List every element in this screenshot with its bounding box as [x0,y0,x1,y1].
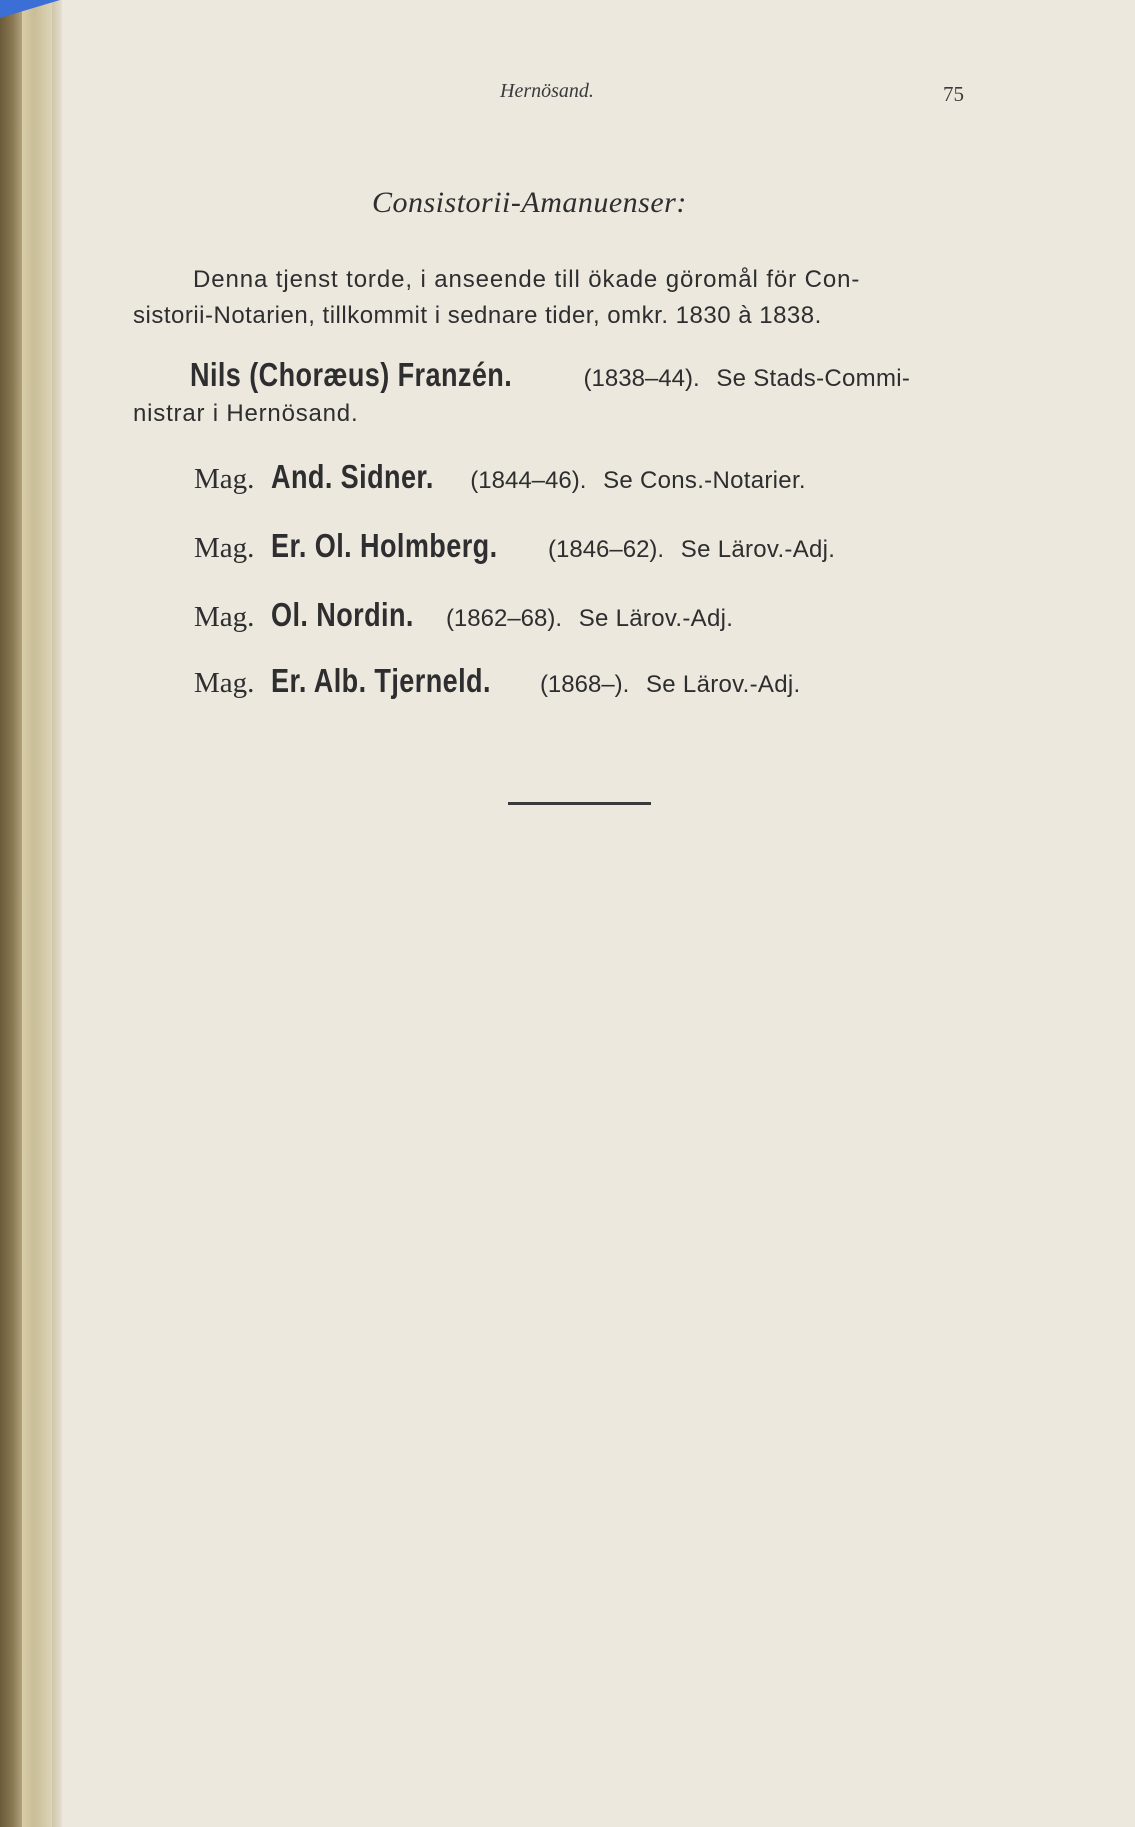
section-end-rule [508,802,651,805]
entry-prefix: Mag. [194,601,255,633]
section-title: Consistorii-Amanuenser: [372,186,687,219]
entry-reference: Se Stads-Commi- [716,365,911,392]
book-gutter [52,0,62,1827]
entry-sidner [194,458,806,496]
entry-years: (1844–46). [470,467,587,494]
entry-prefix: Mag. [194,667,255,699]
entry-prefix: Mag. [194,463,255,495]
entry-years: (1868–). [539,671,630,698]
entry-name: Er. Alb. Tjerneld. [271,662,491,699]
entry-reference-continuation: nistrar i Hernösand. [133,400,359,427]
entry-prefix: Mag. [194,532,255,564]
entry-tjerneld [194,662,801,700]
entry-nordin [194,596,733,634]
entry-reference: Se Lärov.-Adj. [680,536,836,563]
entry-reference: Se Cons.-Notarier. [603,467,806,494]
entry-reference: Se Lärov.-Adj. [646,671,801,698]
page-number: 75 [943,82,964,106]
entry-years: (1846–62). [548,536,665,563]
corner-tab-marker [0,0,60,18]
intro-paragraph [133,262,1003,334]
book-spine-shadow [0,0,22,1827]
entry-reference: Se Lärov.-Adj. [578,605,734,632]
book-spine-band [22,0,52,1827]
entry-holmberg [194,527,835,565]
entry-name: Nils (Choræus) Franzén. [190,356,513,393]
entry-name: And. Sidner. [271,458,434,495]
running-head: Hernösand. [500,80,594,102]
entry-name: Er. Ol. Holmberg. [271,527,498,564]
entry-years: (1838–44). [583,365,700,392]
entry-name: Ol. Nordin. [271,596,414,633]
intro-line-2: sistorii-Notarien, tillkommit i sednare tider, omkr. 1830 à 1838. [133,302,822,329]
intro-line-1: Denna tjenst torde, i anseende till ökade göromål för Con- [193,266,861,293]
entry-franzen [190,356,910,394]
entry-years: (1862–68). [445,605,563,632]
